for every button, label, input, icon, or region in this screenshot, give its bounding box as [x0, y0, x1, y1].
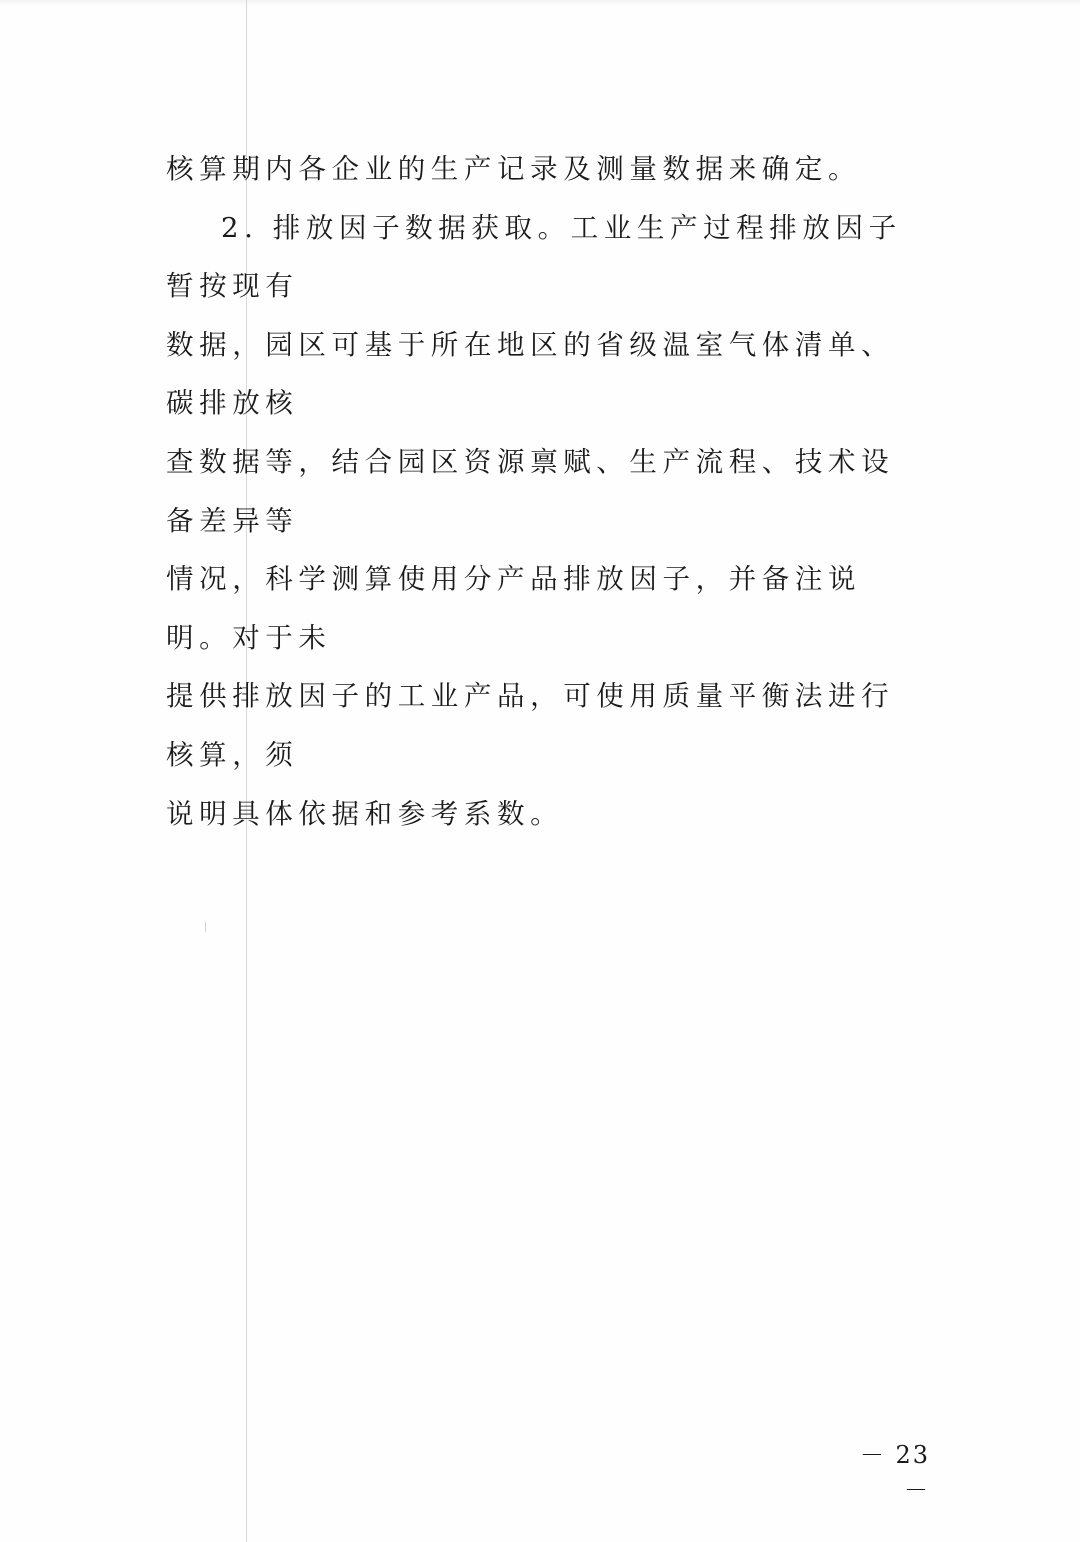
page-number: － 23 －: [859, 1441, 930, 1504]
text-line: 情况，科学测算使用分产品排放因子，并备注说明。对于未: [166, 563, 862, 654]
text-line: 2. 排放因子数据获取。工业生产过程排放因子暂按现有: [166, 211, 902, 303]
scan-artifact-mark: [205, 922, 206, 932]
text-line: 说明具体依据和参考系数。: [166, 797, 564, 830]
body-text: [166, 140, 926, 843]
text-line: 核算期内各企业的生产记录及测量数据来确定。: [166, 153, 862, 185]
scan-top-edge: [0, 0, 1080, 6]
text-line: 查数据等，结合园区资源禀赋、生产流程、技术设备差异等: [166, 445, 895, 537]
text-line: 数据，园区可基于所在地区的省级温室气体清单、碳排放核: [166, 328, 895, 420]
text-line: 提供排放因子的工业产品，可使用质量平衡法进行核算，须: [166, 680, 895, 771]
